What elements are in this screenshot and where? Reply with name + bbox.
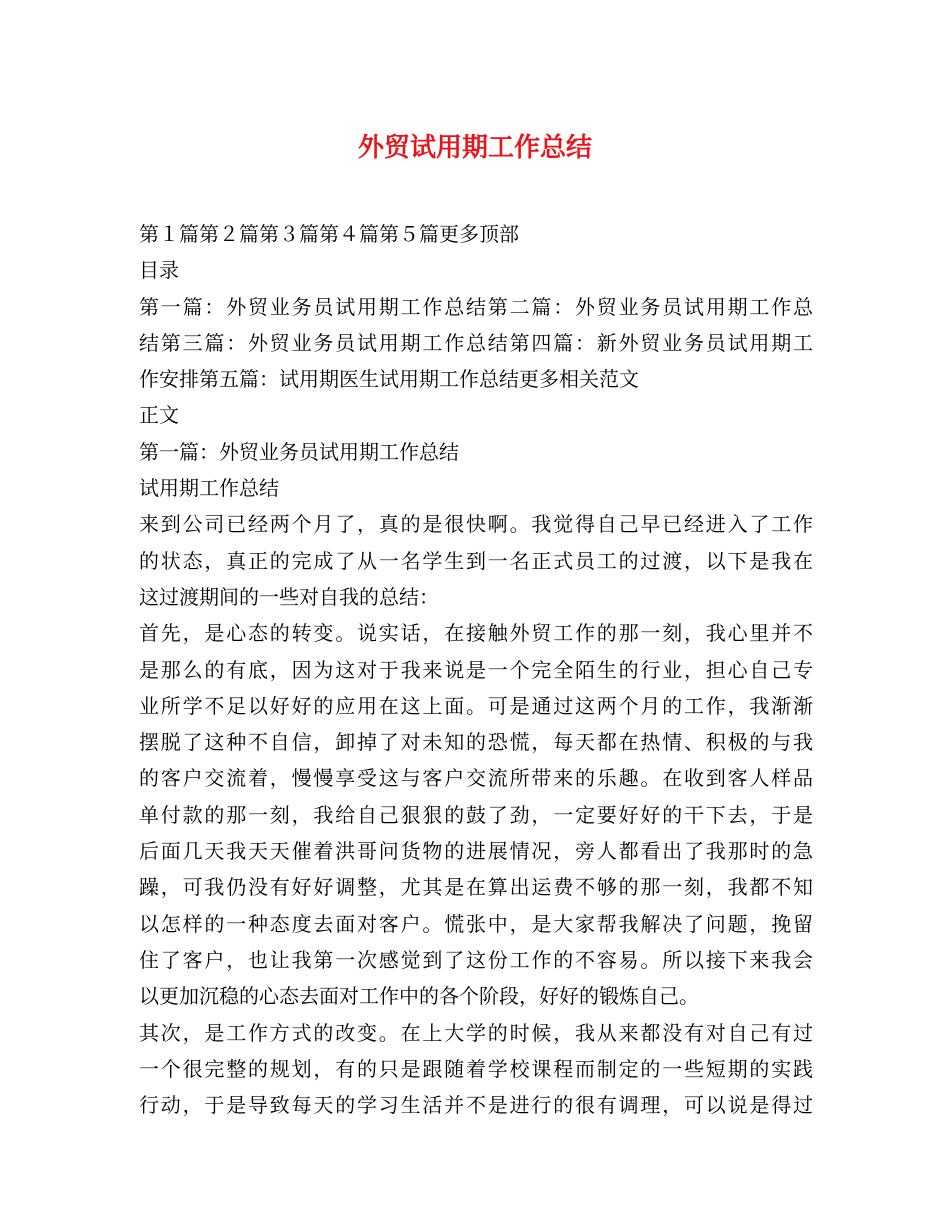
text-line: 躁，可我仍没有好好调整，尤其是在算出运费不够的那一刻，我都不知 xyxy=(139,875,813,900)
text-line: 以更加沉稳的心态去面对工作中的各个阶段，好好的锻炼自己。 xyxy=(139,984,699,1009)
text-line: 是那么的有底，因为这对于我来说是一个完全陌生的行业，担心自己专 xyxy=(139,657,813,682)
document-body xyxy=(139,216,813,1123)
text-line: 结第三篇：外贸业务员试用期工作总结第四篇：新外贸业务员试用期工 xyxy=(139,330,813,355)
text-line: 业所学不足以好好的应用在这上面。可是通过这两个月的工作，我渐渐 xyxy=(139,693,813,718)
text-line: 首先，是心态的转变。说实话，在接触外贸工作的那一刻，我心里并不 xyxy=(139,621,813,646)
text-line: 第一篇：外贸业务员试用期工作总结第二篇：外贸业务员试用期工作总 xyxy=(139,294,813,319)
text-line: 目录 xyxy=(139,258,179,283)
text-line: 摆脱了这种不自信，卸掉了对未知的恐慌，每天都在热情、积极的与我 xyxy=(139,730,813,755)
document-title: 外贸试用期工作总结 xyxy=(357,133,592,163)
text-line: 这过渡期间的一些对自我的总结： xyxy=(139,584,439,609)
text-line: 正文 xyxy=(139,403,179,428)
text-line: 以怎样的一种态度去面对客户。慌张中，是大家帮我解决了问题，挽留 xyxy=(139,911,813,936)
text-line: 单付款的那一刻，我给自己狠狠的鼓了劲，一定要好好的干下去，于是 xyxy=(139,802,813,827)
text-line: 其次，是工作方式的改变。在上大学的时候，我从来都没有对自己有过 xyxy=(139,1020,813,1045)
text-line: 来到公司已经两个月了，真的是很快啊。我觉得自己早已经进入了工作 xyxy=(139,512,813,537)
text-line: 第一篇：外贸业务员试用期工作总结 xyxy=(139,439,459,464)
text-line: 后面几天我天天催着洪哥问货物的进展情况，旁人都看出了我那时的急 xyxy=(139,839,813,864)
text-line: 行动，于是导致每天的学习生活并不是进行的很有调理，可以说是得过 xyxy=(139,1093,813,1118)
text-line: 的客户交流着，慢慢享受这与客户交流所带来的乐趣。在收到客人样品 xyxy=(139,766,813,791)
text-line: 住了客户，也让我第一次感觉到了这份工作的不容易。所以接下来我会 xyxy=(139,947,813,972)
text-line: 一个很完整的规划，有的只是跟随着学校课程而制定的一些短期的实践 xyxy=(139,1056,813,1081)
text-line: 的状态，真正的完成了从一名学生到一名正式员工的过渡，以下是我在 xyxy=(139,548,813,573)
text-line: 第１篇第２篇第３篇第４篇第５篇更多顶部 xyxy=(139,222,519,246)
text-line: 试用期工作总结 xyxy=(139,476,279,501)
text-line: 作安排第五篇：试用期医生试用期工作总结更多相关范文 xyxy=(139,367,639,392)
